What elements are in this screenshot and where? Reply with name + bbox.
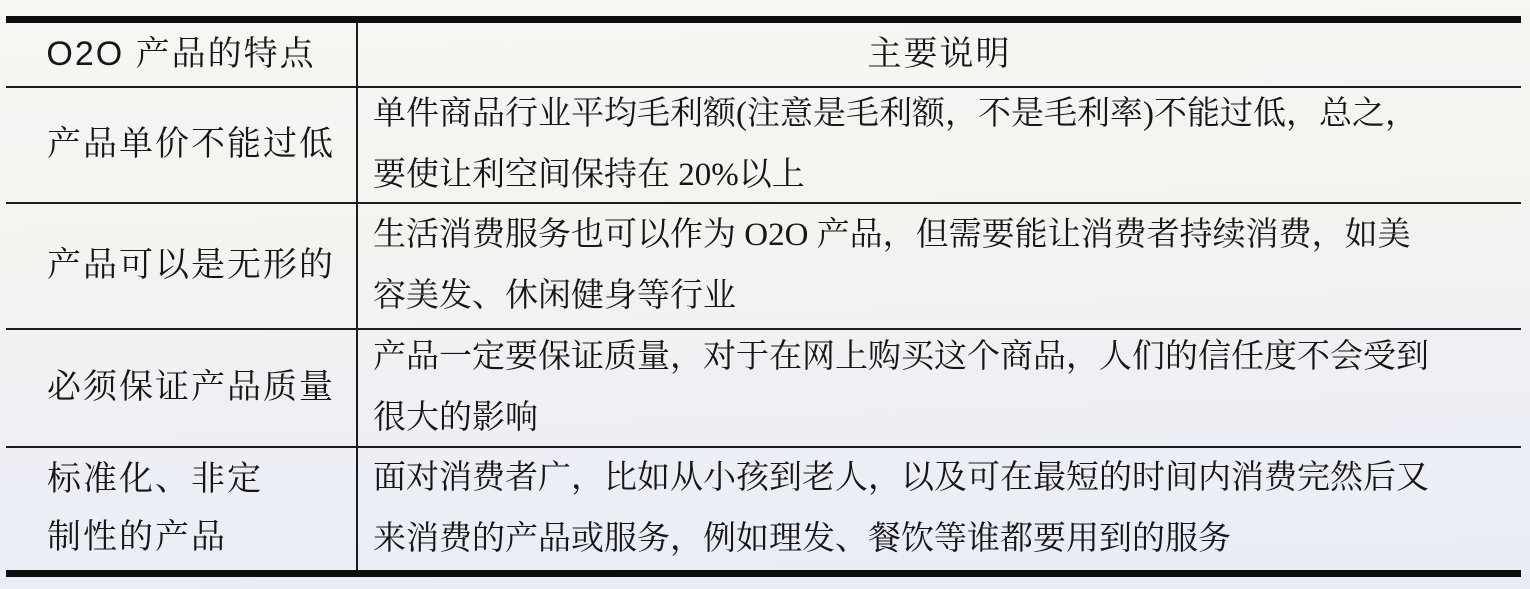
column-header-description	[358, 23, 1521, 88]
table-row-1-description-cell	[358, 88, 1521, 204]
table-row-4-description-cell	[358, 448, 1521, 570]
column-header-feature	[6, 23, 358, 88]
description-text-line: 很大的影响	[373, 400, 538, 436]
description-text-line: 容美发、休闲健身等行业	[373, 278, 736, 314]
description-text-line: 单件商品行业平均毛利额(注意是毛利额，不是毛利率)不能过低，总之，	[373, 96, 1418, 132]
feature-text: 必须保证产品质量	[47, 369, 335, 406]
table-row-3-description-cell	[358, 330, 1521, 448]
table-row-1-feature-cell	[6, 88, 358, 204]
table-row-4-feature-cell	[6, 448, 358, 570]
description-text-line: 来消费的产品或服务，例如理发、餐饮等谁都要用到的服务	[373, 521, 1231, 557]
table-row-3-feature-cell	[6, 330, 358, 448]
column-header-description-label: 主要说明	[867, 35, 1012, 73]
feature-text: 产品可以是无形的	[47, 247, 335, 284]
description-text-line: 生活消费服务也可以作为 O2O 产品，但需要能让消费者持续消费，如美	[373, 217, 1411, 253]
feature-text: 制性的产品	[47, 519, 227, 556]
table-row-2-description-cell	[358, 204, 1521, 330]
table-row-2-feature-cell	[6, 204, 358, 330]
o2o-feature-table	[6, 16, 1521, 577]
table-grid	[6, 23, 1521, 570]
feature-text: 产品单价不能过低	[47, 126, 335, 163]
description-text-line: 产品一定要保证质量，对于在网上购买这个商品，人们的信任度不会受到	[373, 339, 1429, 375]
description-text-line: 面对消费者广，比如从小孩到老人，以及可在最短的时间内消费完然后又	[373, 460, 1429, 496]
column-header-feature-label: O2O 产品的特点	[46, 35, 316, 73]
feature-text: 标准化、非定	[47, 461, 263, 498]
description-text-line: 要使让利空间保持在 20%以上	[373, 157, 805, 193]
